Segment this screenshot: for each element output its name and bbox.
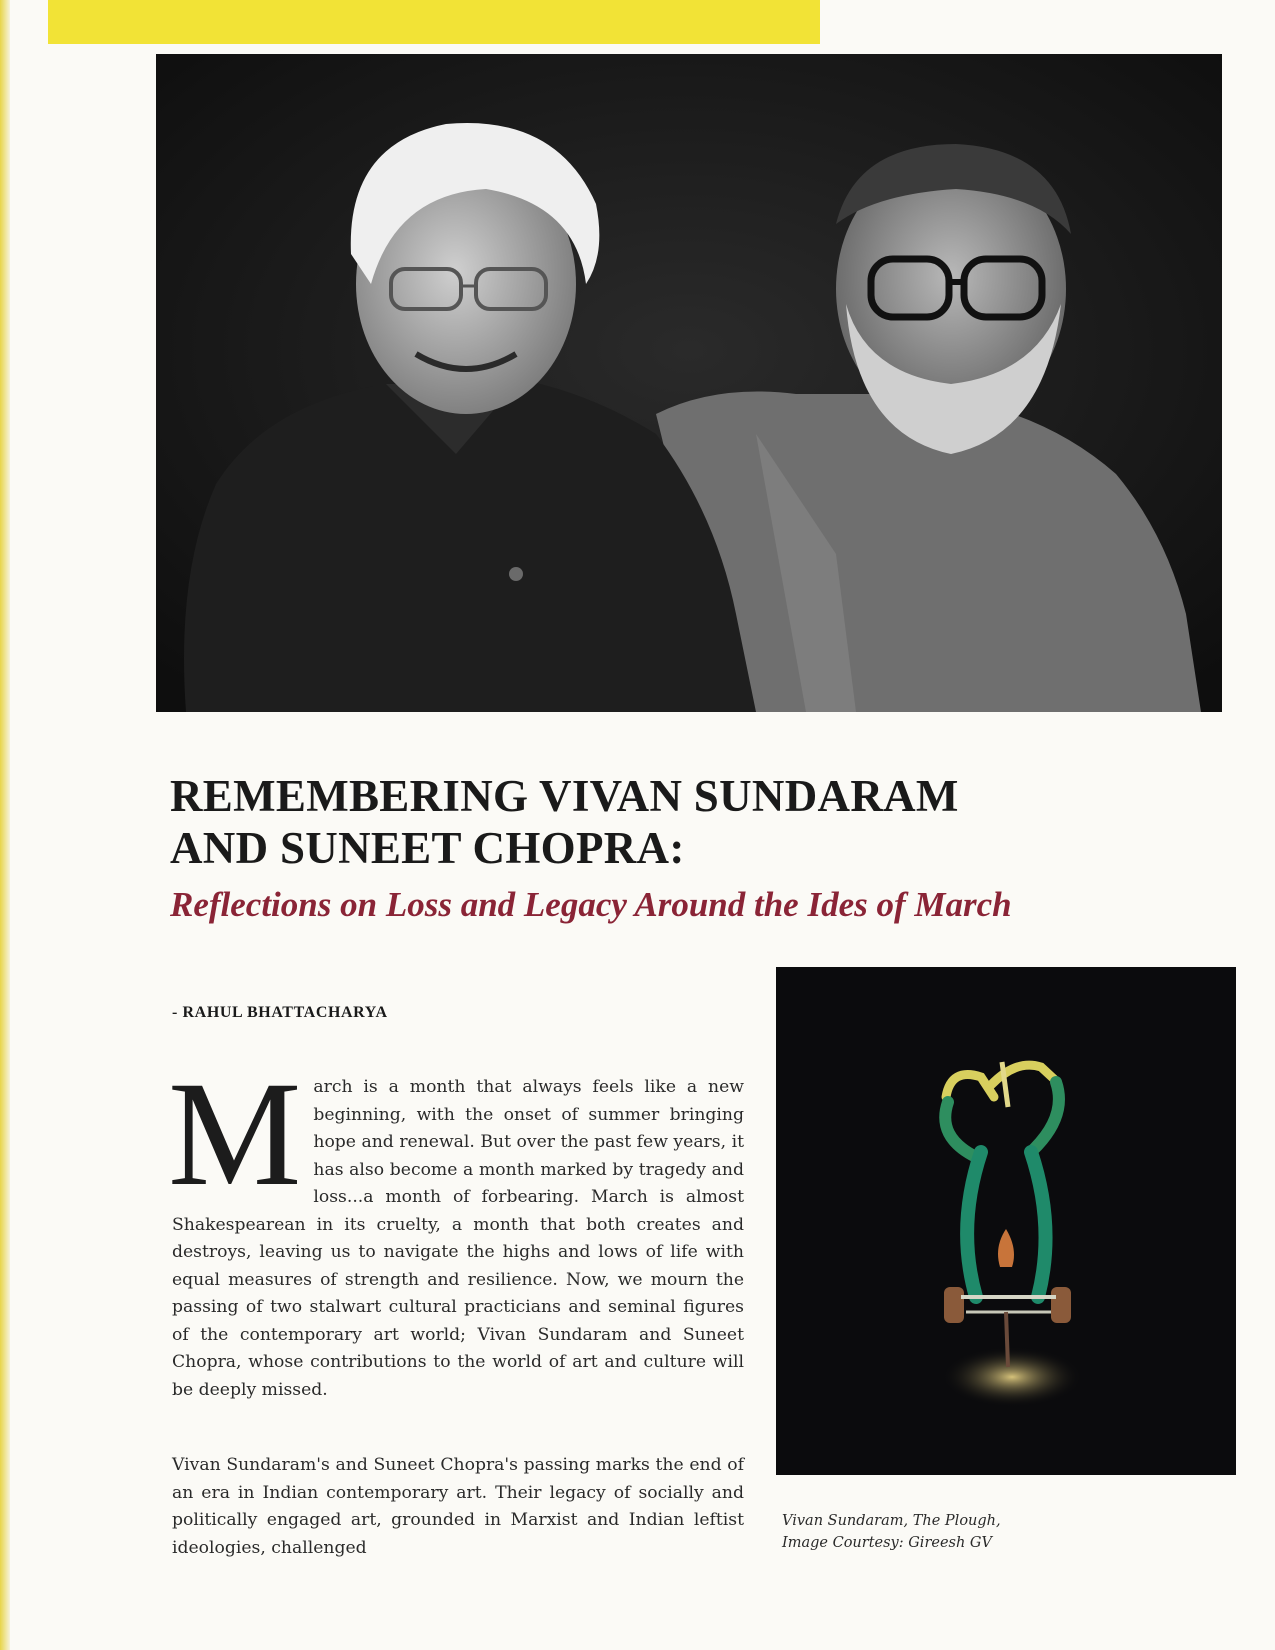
body-paragraph-1-text: arch is a month that always feels like a new beginning, with the onset of summer bringing hope and renewal. But over the past few years, it has also become a month marked by tragedy and loss...a month of forbearing. March is almost Shakespearean in its cruelty, a month that both creates and destroys, leaving us to navigate the highs and lows of life with equal measures of strength and resilience. Now, we mourn the passing of two stalwart cultural practicians and seminal figures of the contemporary art world; Vivan Sundaram and Suneet Chopra, whose contributions to the world of art and culture will be deeply missed. (172, 1077, 744, 1400)
article-subtitle: Reflections on Loss and Legacy Around the Ides of March (170, 885, 1012, 924)
drop-cap: M (168, 1051, 302, 1217)
body-paragraph-1 (168, 1051, 744, 1404)
article-title (170, 770, 1170, 874)
page-edge (0, 0, 10, 1650)
article-title-line-1: REMEMBERING VIVAN SUNDARAM (170, 771, 959, 821)
portrait-photo (156, 54, 1222, 712)
header-color-bar (48, 0, 820, 44)
caption-line-1: Vivan Sundaram, The Plough, (782, 1513, 1001, 1529)
figure-caption (782, 1510, 1222, 1554)
artwork-photo (776, 967, 1236, 1475)
body-paragraph-2: Vivan Sundaram's and Suneet Chopra's passing marks the end of an era in Indian contemporary art. Their legacy of socially and politically engaged art, grounded in Marxist and Indian leftist ideologies, challenged (172, 1455, 744, 1558)
caption-line-2: Image Courtesy: Gireesh GV (782, 1535, 992, 1551)
author-byline: - RAHUL BHATTACHARYA (172, 1004, 388, 1021)
article-title-line-2: AND SUNEET CHOPRA: (170, 823, 685, 873)
